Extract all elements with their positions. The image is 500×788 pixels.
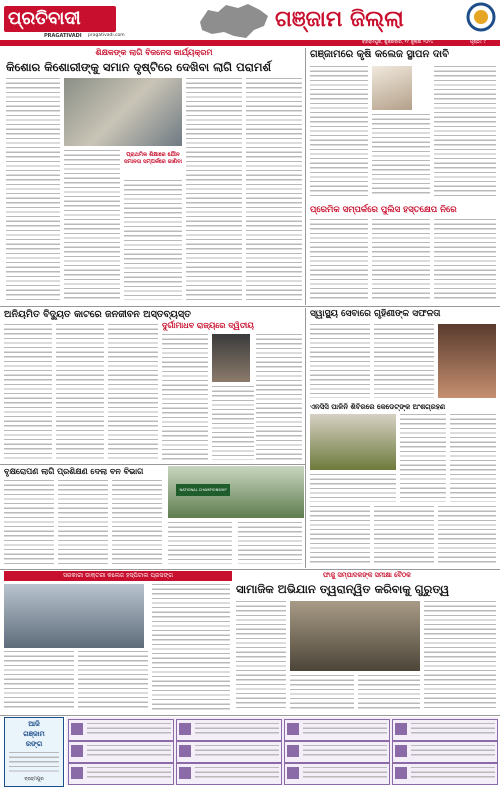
right-lower-body-col1 [310,506,370,566]
ad-text [303,745,387,759]
meeting-body-col4 [424,601,496,711]
meeting-story [236,571,498,713]
ad-text [411,767,495,781]
ad-icon [287,723,299,735]
page-number: ପୃଷ୍ଠା: ୯ [470,40,486,45]
student-body-col3 [256,334,302,460]
box-line2: ଗଞ୍ଜାମ [23,730,45,738]
ad-cell [284,719,390,741]
freedom-story [308,204,498,304]
divider [0,306,500,307]
student-subheadline: ଦୁର୍ଗାମାଧବ ରାଜ୍ୟରେ ଦ୍ୱିତୀୟ [162,321,254,330]
ad-icon [395,767,407,779]
meeting-photo [290,601,420,671]
student-story [162,320,302,462]
site-url[interactable]: pragativadi.com [88,33,125,38]
agri-college-story [308,48,498,201]
freedom-body-col2 [372,219,430,301]
divider [305,308,306,568]
ad-cell [176,719,282,741]
forest-story [4,466,164,566]
ad-icon [287,767,299,779]
meeting-body-col3 [358,675,420,711]
district-map-icon [196,2,272,40]
training-photo [310,414,396,470]
logo-subtitle: PRAGATIVADI [44,33,82,39]
agri-college-photo [372,66,412,110]
college-photo [4,584,144,648]
training-body-col2 [450,414,496,502]
power-body-col1 [4,324,52,460]
training-body-col1 [400,414,446,502]
power-body-col2 [56,324,104,460]
ad-icon [179,723,191,735]
agri-college-headline: ଗଞ୍ଜାମରେ କୃଷି କଲେଜ ସ୍ଥାପନ ଦାବି [310,49,449,60]
student-photo [212,334,250,382]
college-body-col3 [152,584,230,711]
ad-cell [392,741,498,763]
masthead [0,0,500,46]
agri-college-body-col3 [434,66,496,196]
teacher-kicker: ଶିକ୍ଷକଙ୍କ ଲାଗି ବିଜନେସ କାର୍ଯ୍ୟକ୍ରମ [95,48,213,57]
ad-text [303,723,387,737]
teacher-headline: କିଶୋର କିଶୋରୀଙ୍କୁ ସମାନ ଦୃଷ୍ଟିରେ ଦେଖିବା ଲାଗି ପରାମର୍ଶ [6,60,272,74]
ad-icon [395,745,407,757]
ad-cell [392,719,498,741]
date-line: ବ୍ରହ୍ମପୁର, ଶୁକ୍ରବାର, ୧୯ ଜୁଲାଇ ୨୦୨୪ [362,40,434,45]
college-body-col1 [4,651,74,711]
divider [305,48,306,305]
championship-body-col2 [238,522,302,564]
agri-college-body-col2 [372,114,430,196]
ad-cell [284,763,390,785]
nss-headline: ସ୍ୱାସ୍ଥ୍ୟ ସେବାରେ ଗୃହିଣୀଙ୍କ ସଫଳତା [310,309,441,319]
power-body-col3 [108,324,158,460]
meeting-kicker: ଫାଜୁ ସମ୍ପାଦକଙ୍କ ସମୀକ୍ଷା ବୈଠକ [323,571,411,579]
teacher-body-col2 [64,150,120,300]
ad-cell [68,763,174,785]
freedom-body-col3 [434,219,496,301]
box-body [9,752,59,774]
divider [0,569,500,570]
ad-text [195,767,279,781]
teacher-body-col3 [124,180,182,300]
college-kicker: ସରକାରୀ ଡାକ୍ତରୀ କଲେଜ ହସ୍ପିଟାଲ ପ୍ରସଙ୍ଗ [4,571,232,581]
championship-body-col1 [168,522,232,564]
teacher-photo [64,78,182,146]
championship-banner: NATIONAL CHAMPIONSHIP [176,484,230,496]
forest-body-col1 [4,480,54,564]
ad-text [411,723,495,737]
teacher-body-col4 [186,78,242,300]
ad-text [411,745,495,759]
logo-box[interactable] [4,6,116,32]
right-lower-body-col3 [438,506,496,566]
forest-body-col2 [58,480,108,564]
training-body-col3 [310,474,396,502]
ad-text [195,723,279,737]
ad-icon [395,723,407,735]
ad-text [195,745,279,759]
freedom-body-col1 [310,219,368,301]
power-headline: ଅନିୟମିତ ବିଦ୍ୟୁତ କାଟରେ ଜନଜୀବନ ଅସ୍ତବ୍ୟସ୍ତ [4,309,191,320]
ad-cell [68,719,174,741]
forest-headline: ବୃକ୍ଷରୋପଣ ଲାଗି ପ୍ରଶିକ୍ଷଣ ଦେଲା ବନ ବିଭାଗ [4,467,144,476]
championship-story [168,466,304,566]
logo: ପ୍ରତିବାଦୀ [8,8,81,29]
ad-cell [176,741,282,763]
student-body-col1 [162,334,208,460]
teacher-body-col1 [6,78,60,300]
training-story [308,402,498,504]
training-headline: ଏନସିସି ପାଳିନି ଶିବିରରେ କେଡେଟ୍‌ଙ୍କ ଅଂଶଗ୍ରହଣ [310,403,446,411]
ajira-rang-box [4,717,64,787]
ad-cell [284,741,390,763]
ad-icon [179,745,191,757]
freedom-headline: ପ୍ରେମିକ ସମ୍ପର୍କରେ ପୁଲିସ ହସ୍ତକ୍ଷେପ ନିରେ [310,205,457,215]
ad-text [87,723,171,737]
ad-text [87,745,171,759]
ad-grid [66,717,498,785]
teacher-story [4,48,304,305]
meeting-headline: ସାମାଜିକ ଅଭିଯାନ ତ୍ୱରାନ୍ୱିତ କରିବାକୁ ଗୁରୁତ୍ୱ [236,582,450,596]
ad-text [303,767,387,781]
nss-story [308,308,498,400]
divider [0,464,305,465]
ad-cell [176,763,282,785]
ad-text [87,767,171,781]
student-body-col2 [212,386,254,460]
box-footer: ବ୍ରହ୍ମପୁର [24,777,44,782]
ad-cell [68,741,174,763]
ad-icon [71,767,83,779]
meeting-body-col2 [290,675,354,711]
power-story [4,308,191,463]
nss-body-col1 [310,324,370,398]
ad-icon [71,745,83,757]
college-story [4,571,232,713]
divider [0,715,500,716]
teacher-body-col5 [246,78,302,300]
right-lower-story [308,506,498,568]
anniversary-emblem-icon [466,2,496,32]
ad-icon [71,723,83,735]
box-line3: ରଙ୍ଗ [25,740,43,748]
ad-icon [287,745,299,757]
box-line1: ଆଜି [28,720,40,728]
ad-cell [392,763,498,785]
forest-body-col3 [112,480,162,564]
right-lower-body-col2 [374,506,434,566]
college-body-col2 [78,651,148,711]
agri-college-body-col1 [310,66,368,196]
nss-body-col2 [374,324,434,398]
teacher-pull-quote: ପ୍ରାଥମିକ ଶିକ୍ଷାରେ ଯୌନ ସମାନତା ସମ୍ପର୍କରେ ଜାଣିବା [124,152,182,165]
nss-photo [438,324,496,398]
ad-icon [179,767,191,779]
edition-title: ଗଞ୍ଜାମ ଜିଲ୍ଲା [275,7,404,32]
meeting-body-col1 [236,601,286,711]
